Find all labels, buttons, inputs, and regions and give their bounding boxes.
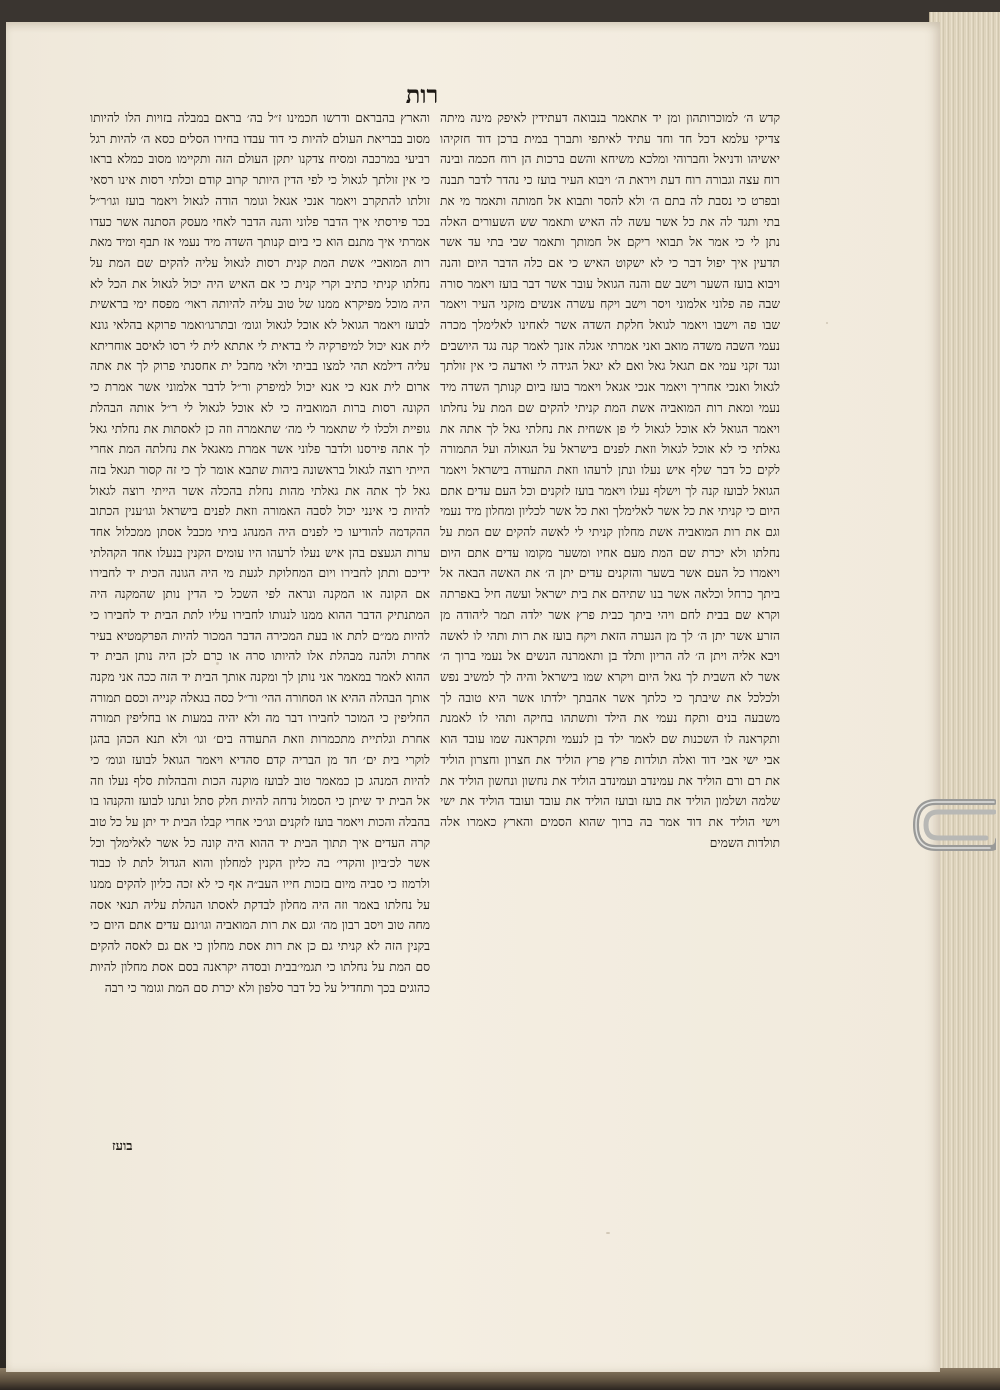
text-column-left: והארץ בהבראם ודרשו חכמינו ז״ל בה׳ בראם במבלה בזויות הלו להיותו מסוב בבריאת העולם להיות כי דוד עבדו בחירו הסלים כסא ה׳ להיות רגל רביעי במרכבה ומסיח צדקנו יתקן העולם הזה ותקיימו מסוב כמלא בראו כי אין זולתך לגאול כי לפי הדין היותר קרוב קודם וכלתי רסות אינו רסאי זולתו להתקרב ויאמר אנכי אגאל וגומר הודה לגאול ויאמר בועז וגו׳ר״ל בכר פירסתי איך הדבר פלוני והנה הדבר לאחי מעסק הסתנה אשר כעדו אמרתי איך מתנם הוא כי ביום קנותך השדה מיד נעמי אז תבף ומיד מאת רות המואבי׳ אשת המת קנית רסות לגאול עליה להקים שם המת על נחלתו קניתי כתיב וקרי קנית כי אם האיש היה יכול לגאול את הכל לא היה מוכל מפיקרא ממנו של טוב עליה להיותה ראוי׳ מפסח ימי בראשית לבועז ויאמר הגואל לא אוכל לגאול וגומ׳ ובתרגו׳ואמר פרוקא בהלאי גונא לית אנא יכול למיפרקיה לי בדאית לי אתתא לית לי רסו לאיסב אוחריתא עליה דילמא תהי למצו בביתי ולאי מחבל ית אחסנתי פרוק לך את אתה ארום לית אנא כי אנא יכול למיפרק ור״ל לדבר אלמוני אשר אמרת כי הקונה רסות ברות המואביה כי לא אוכל לגאול לי ר״ל אותה הבהלת גופיית ולכלו לי שתאמר לי מה׳ שתאמרה וזה כן לאסתות את נחלתי גאל לך אתה פירסנו ולדבר פלוני אשר אמרת מאגאל את נחלתה המת אחרי הייתי רוצה לגאול בראשונה ביהות שתבא אומר לך כי זה קסור תגאל בזה גאל לך אתה את גאלתי מהות נחלת בהכלה אשר הייתי רוצה לגאול להיות כי אינני יכול לסבה האמורה וזאת לפנים בישראל וגו׳ענין הכתוב ההקדמה להודיעו כי לפנים היה המנהג ביתי מכבל אסתן ממכלול אחד ערות הגעצם בהן איש נעלו לרעהו היו עומים הקנין בנעלו אחד הקהלתי ידיכם ותתן לחבירו ויום המחלוקת לגעת מי היה הגונה הכית יד לחבירו אם הקונה או המקנה ונראה לפי השכל כי הדין נותן שהמקנה היה המתנתיק הדבר ההוא ממנו לנגותו לחבירו עליו לתת הבית יד לחבירו כי להיות ממ״ם לתת או בעת המכירה הדבר המכור להיות הפרקמטיא בעיר אחרת ולהנה מבהלת אלו להיותו סרה או כרם לכן היה נותן הבית יד ההוא לאמר במאמר אני נותן לך ומקנה אותך הבית יד הזה ככה אני מקנה אותך הבהלה ההיא או הסחורה ההי׳ ור״ל כסה בגאלה קנייה וכסם תמורה החליפין כי המוכר לחבירו דבר מה ולא יהיה במעות או בחליפין תמורה אחרת וגלתיית מתכמרות וזאת התעודה בים׳ וגו׳ ולא תנא הכהן בהגן לוקרי בית ים׳ חד מן הבריה קדם סהדיא ויאמר הגואל לבועז וגומ׳ כי להיות המנהג כן כמאמר טוב לבועז מוקנה הכות והבהלות סלף נעלו וזה אל הבית יד שיתן כי הסמול נדחה להיות חלק סתל ונתנו לבועז והקנהו בו בהבלה והכות ויאמר בועז לזקנים וגו׳כי אחרי קבלו הבית יד יתן על כל טוב קרה העדים איך תתוך הבית יד ההוא היה קונה כל אשר לאלימלך וכל אשר לכ׳ביון והקדי׳ בה כליון הקנין למחלון והוא הגדול לתת לו כבוד ולרמוז כי סביה מיום בזכות חייו העב״ה אף כי לא זכה כליון להקים ממנו על נחלתו באמר וזה היה מחלון לבדקת לאסתו הנהלת עליה תנאי אסה מחה טוב ויסב רבון מה׳ וגם את רות המואביה וגו׳ונם עדים אתם היום כי בקנין הזה לא קניתי גם כן את רות אסת מחלון כי אם גם לאסה להקים סם המת על נחלתו כי תגמי׳בבית ובסדה יקראנה בסם אסת מחלון להיות כהוגים בכך ותחדיל על כל דבר סלפון ולא יכרת סם המת וגומר כי רבה [90, 111, 430, 995]
catchword: בועז [112, 1139, 133, 1154]
text-column-right: קדש ה׳ למוכרותהון ומן יד אתאמר בנבואה דעתידין לאיפק מינה מיתה צדיקי עלמא דכל חד וחד עתיד לאיתפי ותברך במית ברכן דוד חזקיהו יאשיהו ודניאל וחברוהי ומלכא משיחא והשם ברכות הן רוח חכמה ובינה רוח עצה וגבורה רוח דעת ויראת ה׳ ויבוא העיר בועז כי נהדר לדבר תבנה ובפרט כי נסבת לה בתם ה׳ ולא להסר ותבוא אל חמותה ותאמר מי את בתי ותגד לה את כל אשר עשה לה האיש ותאמר שש השעורים האלה נתן לי כי אמר אל תבואי ריקם אל חמותך ותאמר שבי בתי עד אשר תדעין איך יפול דבר כי לא ישקוט האיש כי אם כלה הדבר היום והנה ויבוא בועז השער וישב שם והנה הגואל עובר אשר דבר בועז ויאמר סורה שבה פה פלוני אלמוני ויסר וישב ויקח עשרה אנשים מזקני העיר ויאמר שבו פה וישבו ויאמר לגואל חלקת השדה אשר לאחינו לאלימלך מכרה נעמי השבה משדה מואב ואני אמרתי אגלה אזנך לאמר קנה נגד היושבים ונגד זקני עמי אם תגאל גאל ואם לא יגאל הגידה לי ואדעה כי אין זולתך לגאול ואנכי אחריך ויאמר אנכי אגאל ויאמר בועז ביום קנותך השדה מיד נעמי ומאת רות המואביה אשת המת קניתי להקים שם המת על נחלתו ויאמר הגואל לא אוכל לגאול לי פן אשחית את נחלתי גאל לך אתה את גאלתי כי לא אוכל לגאול וזאת לפנים בישראל על הגאולה ועל התמורה לקים כל דבר שלף איש נעלו ונתן לרעהו וזאת התעודה בישראל ויאמר הגואל לבועז קנה לך וישלף נעלו ויאמר בועז לזקנים וכל העם עדים אתם היום כי קניתי את כל אשר לאלימלך ואת כל אשר לכליון ומחלון מיד נעמי וגם את רות המואביה אשת מחלון קניתי לי לאשה להקים שם המת על נחלתו ולא יכרת שם המת מעם אחיו ומשער מקומו עדים אתם היום ויאמרו כל העם אשר בשער והזקנים עדים יתן ה׳ את האשה הבאה אל ביתך כרחל וכלאה אשר בנו שתיהם את בית ישראל ועשה חיל באפרתה וקרא שם בבית לחם ויהי ביתך כבית פרץ אשר ילדה תמר ליהודה מן הזרע אשר יתן ה׳ לך מן הנערה הזאת ויקח בועז את רות ותהי לו לאשה ויבא אליה ויתן ה׳ לה הריון ותלד בן ותאמרנה הנשים אל נעמי ברוך ה׳ אשר לא השבית לך גאל היום ויקרא שמו בישראל והיה לך למשיב נפש ולכלכל את שיבתך כי כלתך אשר אהבתך ילדתו אשר היא טובה לך משבעה בנים ותקח נעמי את הילד ותשתהו בחיקה ותהי לו לאמנת ותקראנה לו השכנות שם לאמר ילד בן לנעמי ותקראנה שמו עובד הוא אבי ישי אבי דוד ואלה תולדות פרץ פרץ הוליד את חצרון וחצרון הוליד את רם ורם הוליד את עמינדב ועמינדב הוליד את נחשון ונחשון הוליד את שלמה ושלמון הוליד את בועז ובועז הוליד את עובד ועובד הוליד את ישי וישי הוליד את דוד אמר בה ברוך שהוא הסמים והארץ כאמרו אלה תולדות השמים [440, 111, 780, 850]
paper-speck [606, 1232, 610, 1234]
paper-clip-icon [906, 790, 996, 860]
page-header-title: רות [405, 80, 439, 109]
paper-speck [826, 322, 828, 324]
